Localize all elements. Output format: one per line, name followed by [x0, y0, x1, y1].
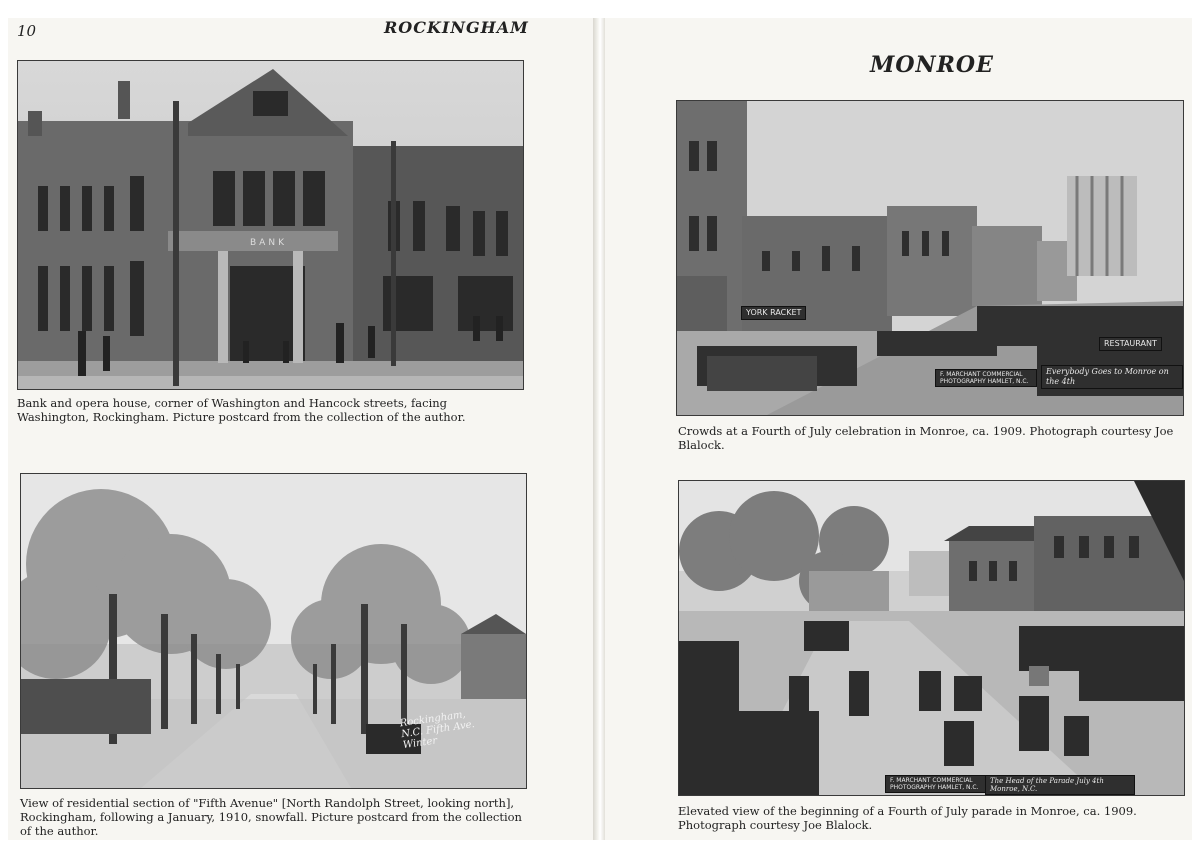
- page-number: 10: [17, 22, 37, 40]
- head-of-parade-banner: The Head of the Parade July 4th Monroe, N.C.: [985, 775, 1135, 795]
- parade-image: [679, 481, 1184, 795]
- bank-sign: BANK: [250, 238, 287, 248]
- caption-bank-opera-house: Bank and opera house, corner of Washington and Hancock streets, facing Washington, Rockingham. Picture postcard from the collection of the author.: [17, 396, 466, 424]
- bank-building-image: [18, 61, 523, 389]
- photo-bank-opera-house: [17, 60, 524, 390]
- photo-fourth-of-july-parade: [678, 480, 1185, 796]
- photographer-stamp: F. MARCHANT COMMERCIAL PHOTOGRAPHY HAMLET, N.C.: [935, 369, 1037, 387]
- caption-fourth-of-july-crowds: Crowds at a Fourth of July celebration in Monroe, ca. 1909. Photograph courtesy Joe Blalock.: [678, 424, 1174, 452]
- postcard-inscription: Rockingham, N.C. Fifth Ave. Winter: [399, 709, 476, 752]
- running-head: ROCKINGHAM: [384, 18, 529, 37]
- photographer-stamp: F. MARCHANT COMMERCIAL PHOTOGRAPHY HAMLET, N.C.: [885, 775, 991, 793]
- restaurant-sign: RESTAURANT: [1099, 337, 1162, 351]
- section-title: MONROE: [870, 52, 994, 78]
- book-gutter: [593, 18, 605, 840]
- photo-fifth-avenue-snow: [20, 473, 527, 789]
- photo-fourth-of-july-crowds: [676, 100, 1184, 416]
- caption-fifth-avenue: View of residential section of "Fifth Avenue" [North Randolph Street, looking north], Rockingham, following a January, 1910, snowfall. Picture postcard from the collection of the author.: [20, 796, 522, 838]
- everybody-goes-banner: Everybody Goes to Monroe on the 4th: [1041, 365, 1183, 389]
- caption-fourth-of-july-parade: Elevated view of the beginning of a Fourth of July parade in Monroe, ca. 1909. Photograph courtesy Joe Blalock.: [678, 804, 1137, 832]
- store-sign-york-racket: YORK RACKET: [741, 306, 806, 320]
